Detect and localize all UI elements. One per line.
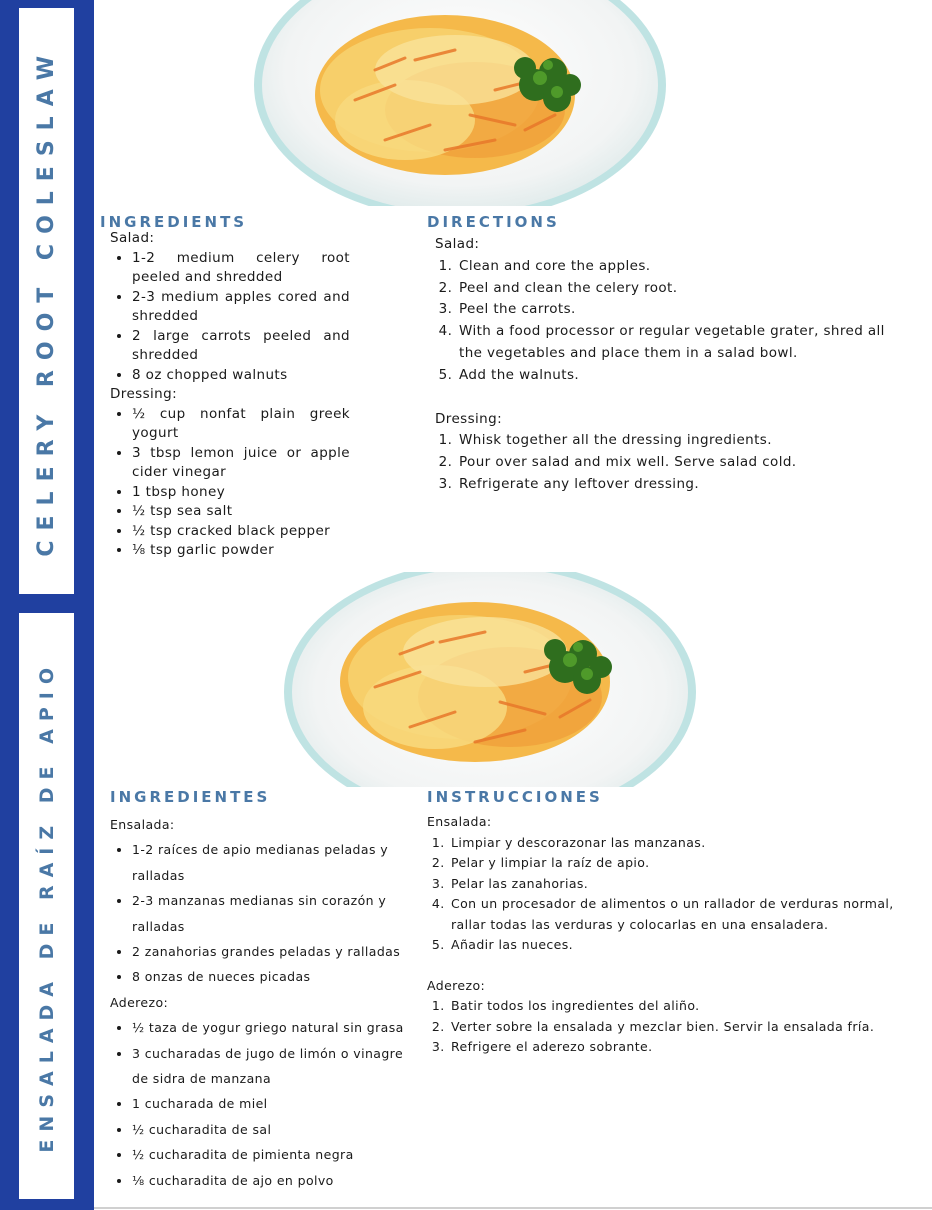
sidebar bbox=[0, 0, 94, 1210]
list-item: 3. Peel the carrots. bbox=[457, 299, 905, 321]
list-item: • ½ taza de yogur griego natural sin grasa bbox=[132, 1015, 420, 1040]
instrucciones-heading: INSTRUCCIONES bbox=[427, 788, 603, 806]
coleslaw-photo-bottom bbox=[275, 572, 705, 787]
side-title-english: CELERY ROOT COLESLAW bbox=[34, 45, 59, 557]
ingredientes-heading: INGREDIENTES bbox=[110, 788, 271, 806]
ensalada-label: Ensalada: bbox=[427, 814, 492, 829]
list-item: 3. Refrigere el aderezo sobrante. bbox=[449, 1037, 917, 1058]
list-item: 3. Refrigerate any leftover dressing. bbox=[457, 474, 905, 496]
instrucciones-column bbox=[427, 812, 917, 1058]
ensalada-steps-list bbox=[427, 833, 917, 956]
bottom-divider bbox=[94, 1207, 932, 1209]
directions-column bbox=[435, 234, 905, 496]
directions-heading: DIRECTIONS bbox=[427, 213, 560, 231]
salad-ingredient-list bbox=[110, 249, 350, 386]
ensalada-label: Ensalada: bbox=[110, 817, 175, 832]
list-item: • 3 cucharadas de jugo de limón o vinagre de sidra de manzana bbox=[132, 1041, 420, 1092]
list-item: • ⅛ cucharadita de ajo en polvo bbox=[132, 1168, 420, 1193]
list-item: 1. Whisk together all the dressing ingredients. bbox=[457, 430, 905, 452]
list-item: • ½ tsp cracked black pepper bbox=[132, 522, 350, 542]
list-item: 2. Verter sobre la ensalada y mezclar bien. Servir la ensalada fría. bbox=[449, 1017, 917, 1038]
dressing-label: Dressing: bbox=[435, 410, 503, 427]
ingredientes-column bbox=[110, 812, 420, 1193]
list-item: 4. With a food processor or regular vegetable grater, shred all the vegetables and place them in a salad bowl. bbox=[457, 321, 905, 365]
list-item: • ½ cup nonfat plain greek yogurt bbox=[132, 405, 350, 444]
list-item: • 1-2 medium celery root peeled and shredded bbox=[132, 249, 350, 288]
list-item: • 3 tbsp lemon juice or apple cider vinegar bbox=[132, 444, 350, 483]
list-item: 5. Add the walnuts. bbox=[457, 365, 905, 387]
salad-label: Salad: bbox=[435, 236, 480, 252]
dressing-label: Dressing: bbox=[110, 386, 178, 402]
coleslaw-plate-image bbox=[275, 572, 705, 787]
aderezo-label: Aderezo: bbox=[110, 994, 169, 1010]
list-item: • 1 cucharada de miel bbox=[132, 1091, 420, 1116]
salad-label: Salad: bbox=[110, 230, 155, 246]
list-item: • 1-2 raíces de apio medianas peladas y ralladas bbox=[132, 837, 420, 888]
aderezo-steps-list bbox=[427, 996, 917, 1058]
coleslaw-plate-image bbox=[245, 0, 675, 206]
side-title-spanish: ENSALADA DE RAÍZ DE APIO bbox=[35, 659, 58, 1153]
list-item: • 2-3 manzanas medianas sin corazón y ralladas bbox=[132, 888, 420, 939]
coleslaw-photo-top bbox=[245, 0, 675, 206]
ensalada-ingredient-list bbox=[110, 837, 420, 989]
list-item: • 8 onzas de nueces picadas bbox=[132, 964, 420, 989]
list-item: • 8 oz chopped walnuts bbox=[132, 366, 350, 386]
dressing-ingredient-list bbox=[110, 405, 350, 561]
list-item: 2. Peel and clean the celery root. bbox=[457, 278, 905, 300]
list-item: 4. Con un procesador de alimentos o un rallador de verduras normal, rallar todas las verduras y colocarlas en una ensaladera. bbox=[449, 894, 917, 935]
salad-steps-list bbox=[435, 256, 905, 387]
list-item: 5. Añadir las nueces. bbox=[449, 935, 917, 956]
side-panel-english bbox=[19, 8, 74, 594]
list-item: • ½ cucharadita de sal bbox=[132, 1117, 420, 1142]
list-item: • 2 large carrots peeled and shredded bbox=[132, 327, 350, 366]
aderezo-label: Aderezo: bbox=[427, 977, 486, 993]
list-item: • 2 zanahorias grandes peladas y ralladas bbox=[132, 939, 420, 964]
list-item: • ½ tsp sea salt bbox=[132, 502, 350, 522]
list-item: 1. Clean and core the apples. bbox=[457, 256, 905, 278]
dressing-steps-list bbox=[435, 430, 905, 495]
list-item: 2. Pelar y limpiar la raíz de apio. bbox=[449, 853, 917, 874]
list-item: 3. Pelar las zanahorias. bbox=[449, 874, 917, 895]
list-item: 1. Limpiar y descorazonar las manzanas. bbox=[449, 833, 917, 854]
list-item: 1. Batir todos los ingredientes del aliño. bbox=[449, 996, 917, 1017]
list-item: • 1 tbsp honey bbox=[132, 483, 350, 503]
list-item: • 2-3 medium apples cored and shredded bbox=[132, 288, 350, 327]
side-panel-spanish bbox=[19, 613, 74, 1199]
ingredients-heading: INGREDIENTS bbox=[100, 213, 248, 231]
list-item: • ⅛ tsp garlic powder bbox=[132, 541, 350, 561]
list-item: • ½ cucharadita de pimienta negra bbox=[132, 1142, 420, 1167]
ingredients-column bbox=[110, 229, 350, 561]
list-item: 2. Pour over salad and mix well. Serve salad cold. bbox=[457, 452, 905, 474]
aderezo-ingredient-list bbox=[110, 1015, 420, 1193]
